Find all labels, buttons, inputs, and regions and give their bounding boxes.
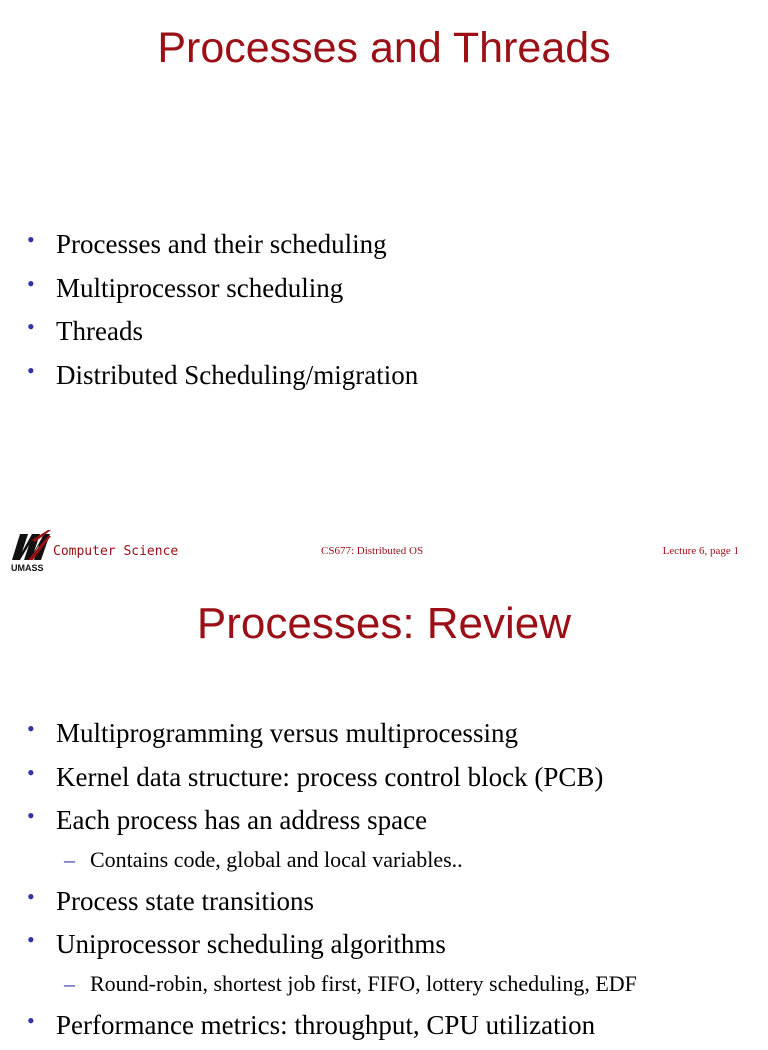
bullet-text: Distributed Scheduling/migration	[56, 360, 419, 390]
bullet-icon: •	[27, 760, 35, 785]
footer-page-number: Lecture 6, page 1	[662, 545, 739, 557]
bullet-icon: •	[27, 927, 35, 952]
umass-logo-icon	[11, 530, 51, 572]
bullet-text: Uniprocessor scheduling algorithms	[56, 929, 446, 959]
bullet-icon: •	[27, 271, 35, 296]
bullet-icon: •	[27, 358, 35, 383]
footer-course: CS677: Distributed OS	[321, 545, 424, 557]
footer-department: Computer Science	[53, 544, 179, 559]
bullet-text: Performance metrics: throughput, CPU utilization	[56, 1010, 596, 1040]
bullet-icon: •	[27, 716, 35, 741]
dash-icon: –	[64, 971, 75, 996]
bullet-text: Kernel data structure: process control block (PCB)	[56, 762, 604, 792]
bullet-icon: •	[27, 314, 35, 339]
slide-title: Processes: Review	[196, 599, 572, 648]
bullet-text: Process state transitions	[56, 886, 314, 916]
bullet-text: Multiprocessor scheduling	[56, 273, 344, 303]
bullet-text: Each process has an address space	[56, 805, 428, 835]
bullet-icon: •	[27, 884, 35, 909]
slide-footer	[0, 528, 768, 576]
bullet-text: Processes and their scheduling	[56, 229, 387, 259]
bullet-icon: •	[27, 803, 35, 828]
sub-bullet-text: Contains code, global and local variables..	[90, 847, 463, 872]
slide-title: Processes and Threads	[157, 24, 611, 72]
bullet-icon: •	[27, 227, 35, 252]
slide-2	[0, 576, 768, 1040]
bullet-text: Threads	[56, 316, 143, 346]
svg-text:UMASS: UMASS	[11, 563, 44, 573]
bullet-text: Multiprogramming versus multiprocessing	[56, 718, 518, 748]
bullet-icon: •	[27, 1008, 35, 1033]
sub-bullet-text: Round-robin, shortest job first, FIFO, lottery scheduling, EDF	[90, 971, 637, 996]
dash-icon: –	[64, 847, 75, 872]
